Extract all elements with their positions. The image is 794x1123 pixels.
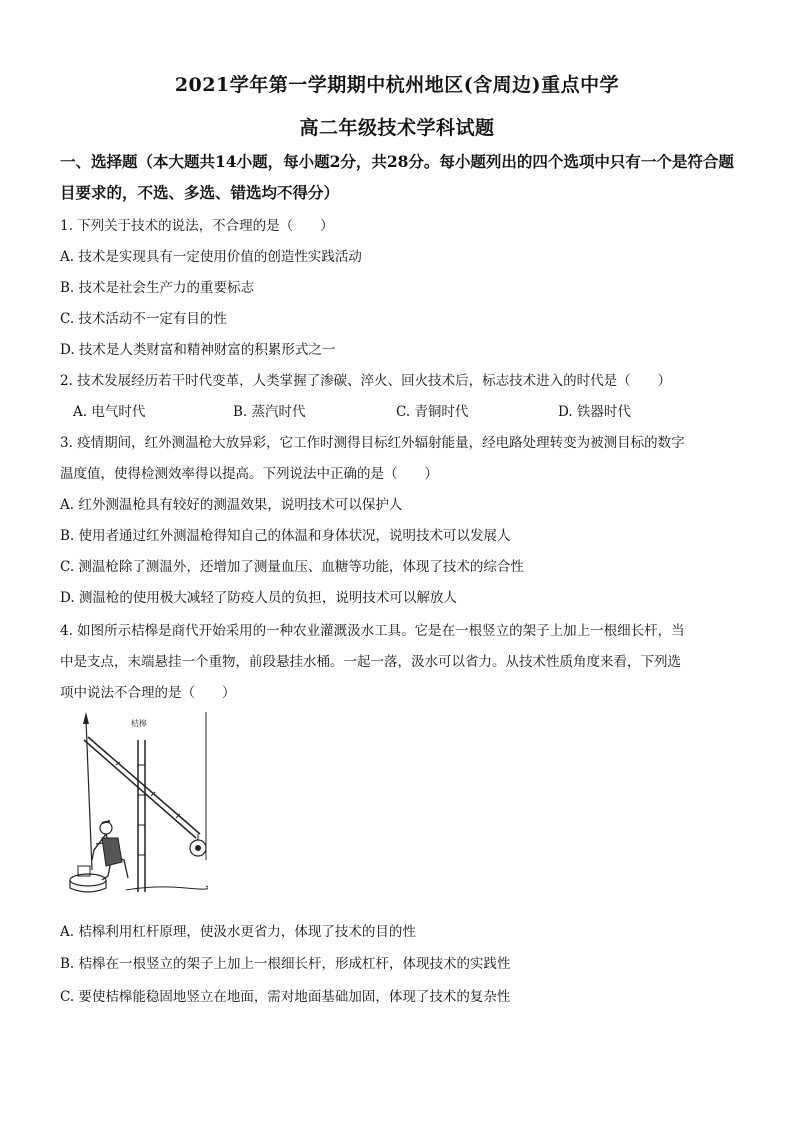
question-2-option-c: C. 青铜时代 [396,404,469,420]
question-2-stem: 2. 技术发展经历若干时代变革，人类掌握了渗碳、淬火、回火技术后，标志技术进入的时代是（ ） [60,373,672,389]
figure-label: 桔槔 [131,719,147,728]
shadoof-illustration [66,710,208,896]
question-2-option-b: B. 蒸汽时代 [233,404,306,420]
worker-figure [92,821,128,880]
vertical-post [138,740,145,892]
question-1-option-c: C. 技术活动不一定有目的性 [60,311,227,327]
question-1-stem: 1. 下列关于技术的说法，不合理的是（ ） [60,218,334,234]
question-3-option-c: C. 测温枪除了测温外，还增加了测量血压、血糖等功能，体现了技术的综合性 [60,559,524,575]
question-1-option-b: B. 技术是社会生产力的重要标志 [60,280,255,296]
well [70,866,106,892]
question-3-option-a: A. 红外测温枪具有较好的测温效果，说明技术可以保护人 [60,497,403,513]
question-3-option-b: B. 使用者通过红外测温枪得知自己的体温和身体状况，说明技术可以发展人 [60,528,511,544]
question-4-stem-line1: 4. 如图所示桔槔是商代开始采用的一种农业灌溉汲水工具。它是在一根竖立的架子上加上一根细长杆，当 [60,623,685,639]
question-4-option-c: C. 要使桔槔能稳固地竖立在地面，需对地面基础加固，体现了技术的复杂性 [60,989,511,1005]
question-3-stem-line1: 3. 疫情期间，红外测温枪大放异彩，它工作时测得目标红外辐射能量，经电路处理转变为被测目标的数字 [60,435,685,451]
question-4-option-a: A. 桔槔利用杠杆原理，使汲水更省力，体现了技术的目的性 [60,924,416,940]
question-4-stem-line2: 中是支点，末端悬挂一个重物，前段悬挂水桶。一起一落，汲水可以省力。从技术性质角度来看，下列选 [60,654,681,670]
question-2-option-a: A. 电气时代 [73,404,146,420]
question-1-option-d: D. 技术是人类财富和精神财富的积累形式之一 [60,342,336,358]
section-heading: 一、选择题（本大题共14小题，每小题2分，共28分。每小题列出的四个选项中只有一个是符合题目要求的，不选、多选、错选均不得分） [60,152,734,202]
question-2-option-d: D. 铁器时代 [558,404,631,420]
question-3-option-d: D. 测温枪的使用极大减轻了防疫人员的负担，说明技术可以解放人 [60,590,457,606]
question-1-option-a: A. 技术是实现具有一定使用价值的创造性实践活动 [60,249,362,265]
exam-title: 2021学年第一学期期中杭州地区(含周边)重点中学 [174,74,620,96]
exam-subtitle: 高二年级技术学科试题 [299,117,495,139]
question-4-option-b: B. 桔槔在一根竖立的架子上加上一根细长杆，形成杠杆，体现技术的实践性 [60,956,511,972]
question-3-stem-line2: 温度值，使得检测效率得以提高。下列说法中正确的是（ ） [60,466,438,482]
lever-pole [84,737,200,838]
question-4-stem-line3: 项中说法不合理的是（ ） [60,685,236,701]
bucket-rope [86,720,92,870]
